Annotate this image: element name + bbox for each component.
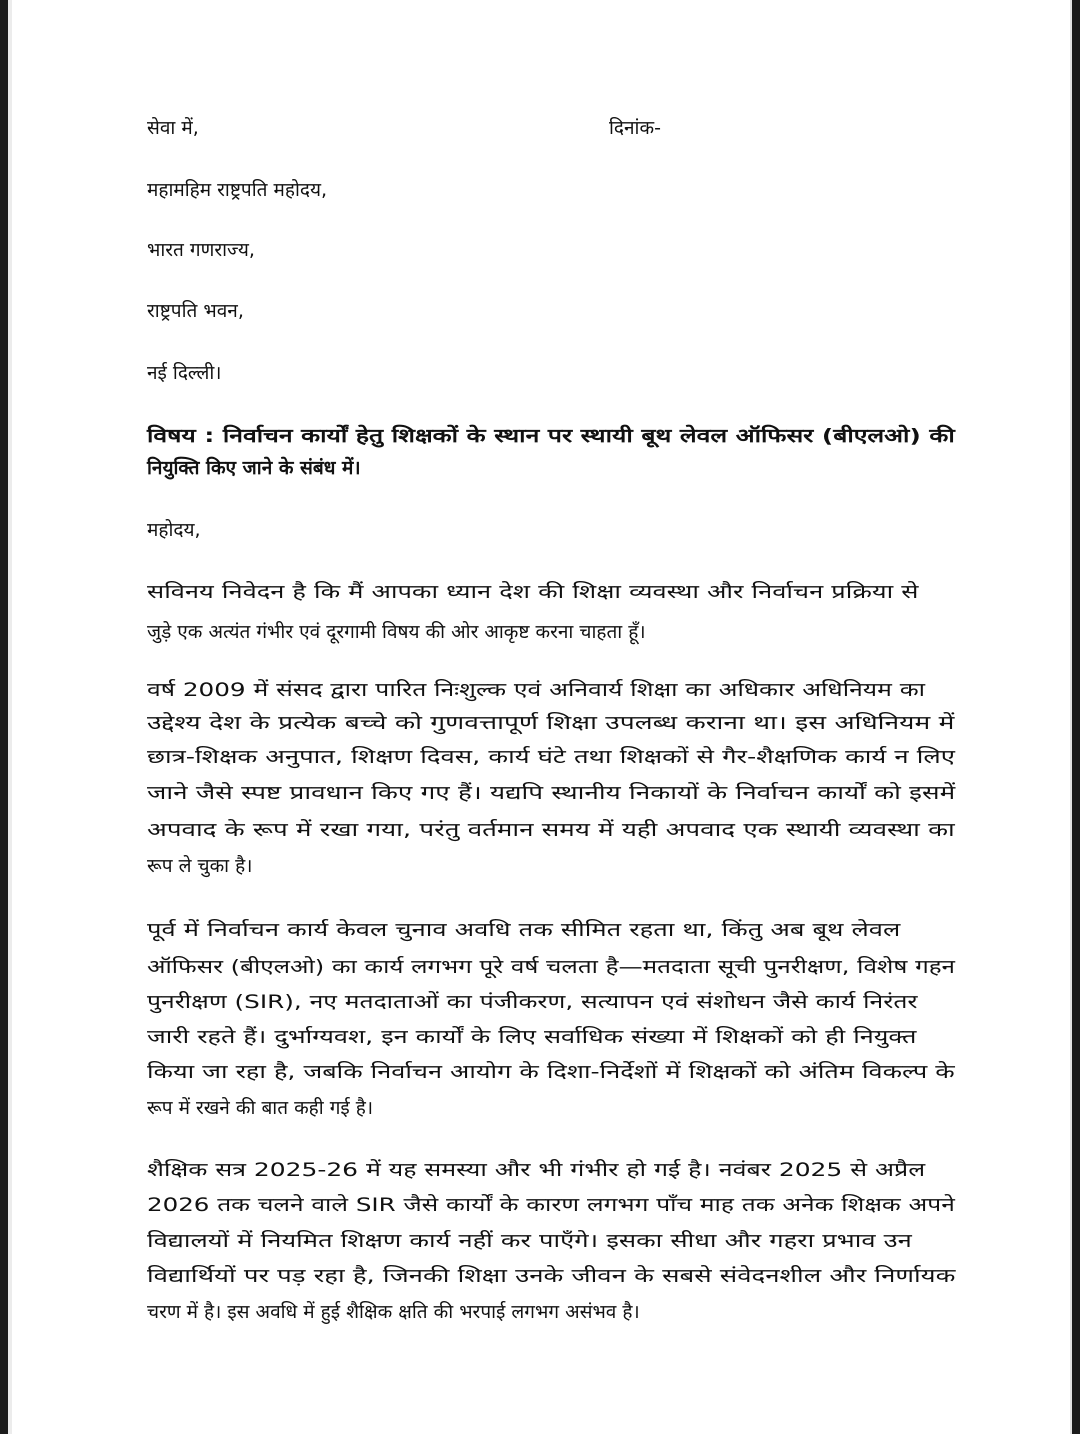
paragraph-line: जुड़े एक अत्यंत गंभीर एवं दूरगामी विषय की ओर आकृष्ट करना चाहता हूँ। (147, 621, 646, 643)
salutation-to: सेवा में, (147, 117, 199, 139)
paragraph-line: अपवाद के रूप में रखा गया, परंतु वर्तमान समय में यही अपवाद एक स्थायी व्यवस्था का (147, 819, 955, 841)
subject-line: विषय : निर्वाचन कार्यों हेतु शिक्षकों के स्थान पर स्थायी बूथ लेवल ऑफिसर (बीएलओ) की (147, 425, 955, 447)
address-line: भारत गणराज्य, (147, 239, 255, 261)
paragraph-line: ऑफिसर (बीएलओ) का कार्य लगभग पूरे वर्ष चलता है—मतदाता सूची पुनरीक्षण, विशेष गहन (147, 956, 956, 978)
paragraph-line: शैक्षिक सत्र 2025-26 में यह समस्या और भी गंभीर हो गई है। नवंबर 2025 से अप्रैल (147, 1159, 926, 1181)
paragraph-line: विद्यालयों में नियमित शिक्षण कार्य नहीं कर पाएँगे। इसका सीधा और गहरा प्रभाव उन (147, 1230, 912, 1252)
paragraph-line: छात्र-शिक्षक अनुपात, शिक्षण दिवस, कार्य घंटे तथा शिक्षकों से गैर-शैक्षणिक कार्य न लिए (147, 746, 955, 768)
paragraph-line: रूप में रखने की बात कही गई है। (147, 1097, 374, 1119)
paragraph-line: वर्ष 2009 में संसद द्वारा पारित निःशुल्क एवं अनिवार्य शिक्षा का अधिकार अधिनियम का (147, 679, 926, 701)
paragraph-line: विद्यार्थियों पर पड़ रहा है, जिनकी शिक्षा उनके जीवन के सबसे संवेदनशील और निर्णायक (147, 1265, 956, 1287)
paragraph-line: जारी रहते हैं। दुर्भाग्यवश, इन कार्यों के लिए सर्वाधिक संख्या में शिक्षकों को ही नियुक्त (147, 1026, 917, 1048)
paragraph-line: पूर्व में निर्वाचन कार्य केवल चुनाव अवधि तक सीमित रहता था, किंतु अब बूथ लेवल (147, 919, 901, 941)
address-line: नई दिल्ली। (147, 362, 222, 384)
paragraph-line: उद्देश्य देश के प्रत्येक बच्चे को गुणवत्तापूर्ण शिक्षा उपलब्ध कराना था। इस अधिनियम में (147, 712, 955, 734)
date-label: दिनांक- (609, 117, 661, 139)
paragraph-line: 2026 तक चलने वाले SIR जैसे कार्यों के कारण लगभग पाँच माह तक अनेक शिक्षक अपने (147, 1194, 955, 1216)
paragraph-line: रूप ले चुका है। (147, 855, 253, 877)
greeting: महोदय, (147, 519, 201, 541)
address-line: राष्ट्रपति भवन, (147, 300, 244, 322)
letter-page (8, 0, 1072, 1434)
paragraph-line: पुनरीक्षण (SIR), नए मतदाताओं का पंजीकरण, सत्यापन एवं संशोधन जैसे कार्य निरंतर (147, 991, 918, 1013)
paragraph-line: किया जा रहा है, जबकि निर्वाचन आयोग के दिशा-निर्देशों में शिक्षकों को अंतिम विकल्प के (147, 1061, 955, 1083)
paragraph-line: जाने जैसे स्पष्ट प्रावधान किए गए हैं। यद्यपि स्थानीय निकायों के निर्वाचन कार्यों को इसमें (147, 782, 956, 804)
address-line: महामहिम राष्ट्रपति महोदय, (147, 179, 328, 201)
paragraph-line: चरण में है। इस अवधि में हुई शैक्षिक क्षति की भरपाई लगभग असंभव है। (147, 1301, 640, 1323)
paragraph-line: सविनय निवेदन है कि मैं आपका ध्यान देश की शिक्षा व्यवस्था और निर्वाचन प्रक्रिया से (147, 581, 919, 603)
subject-line: नियुक्ति किए जाने के संबंध में। (147, 457, 361, 479)
